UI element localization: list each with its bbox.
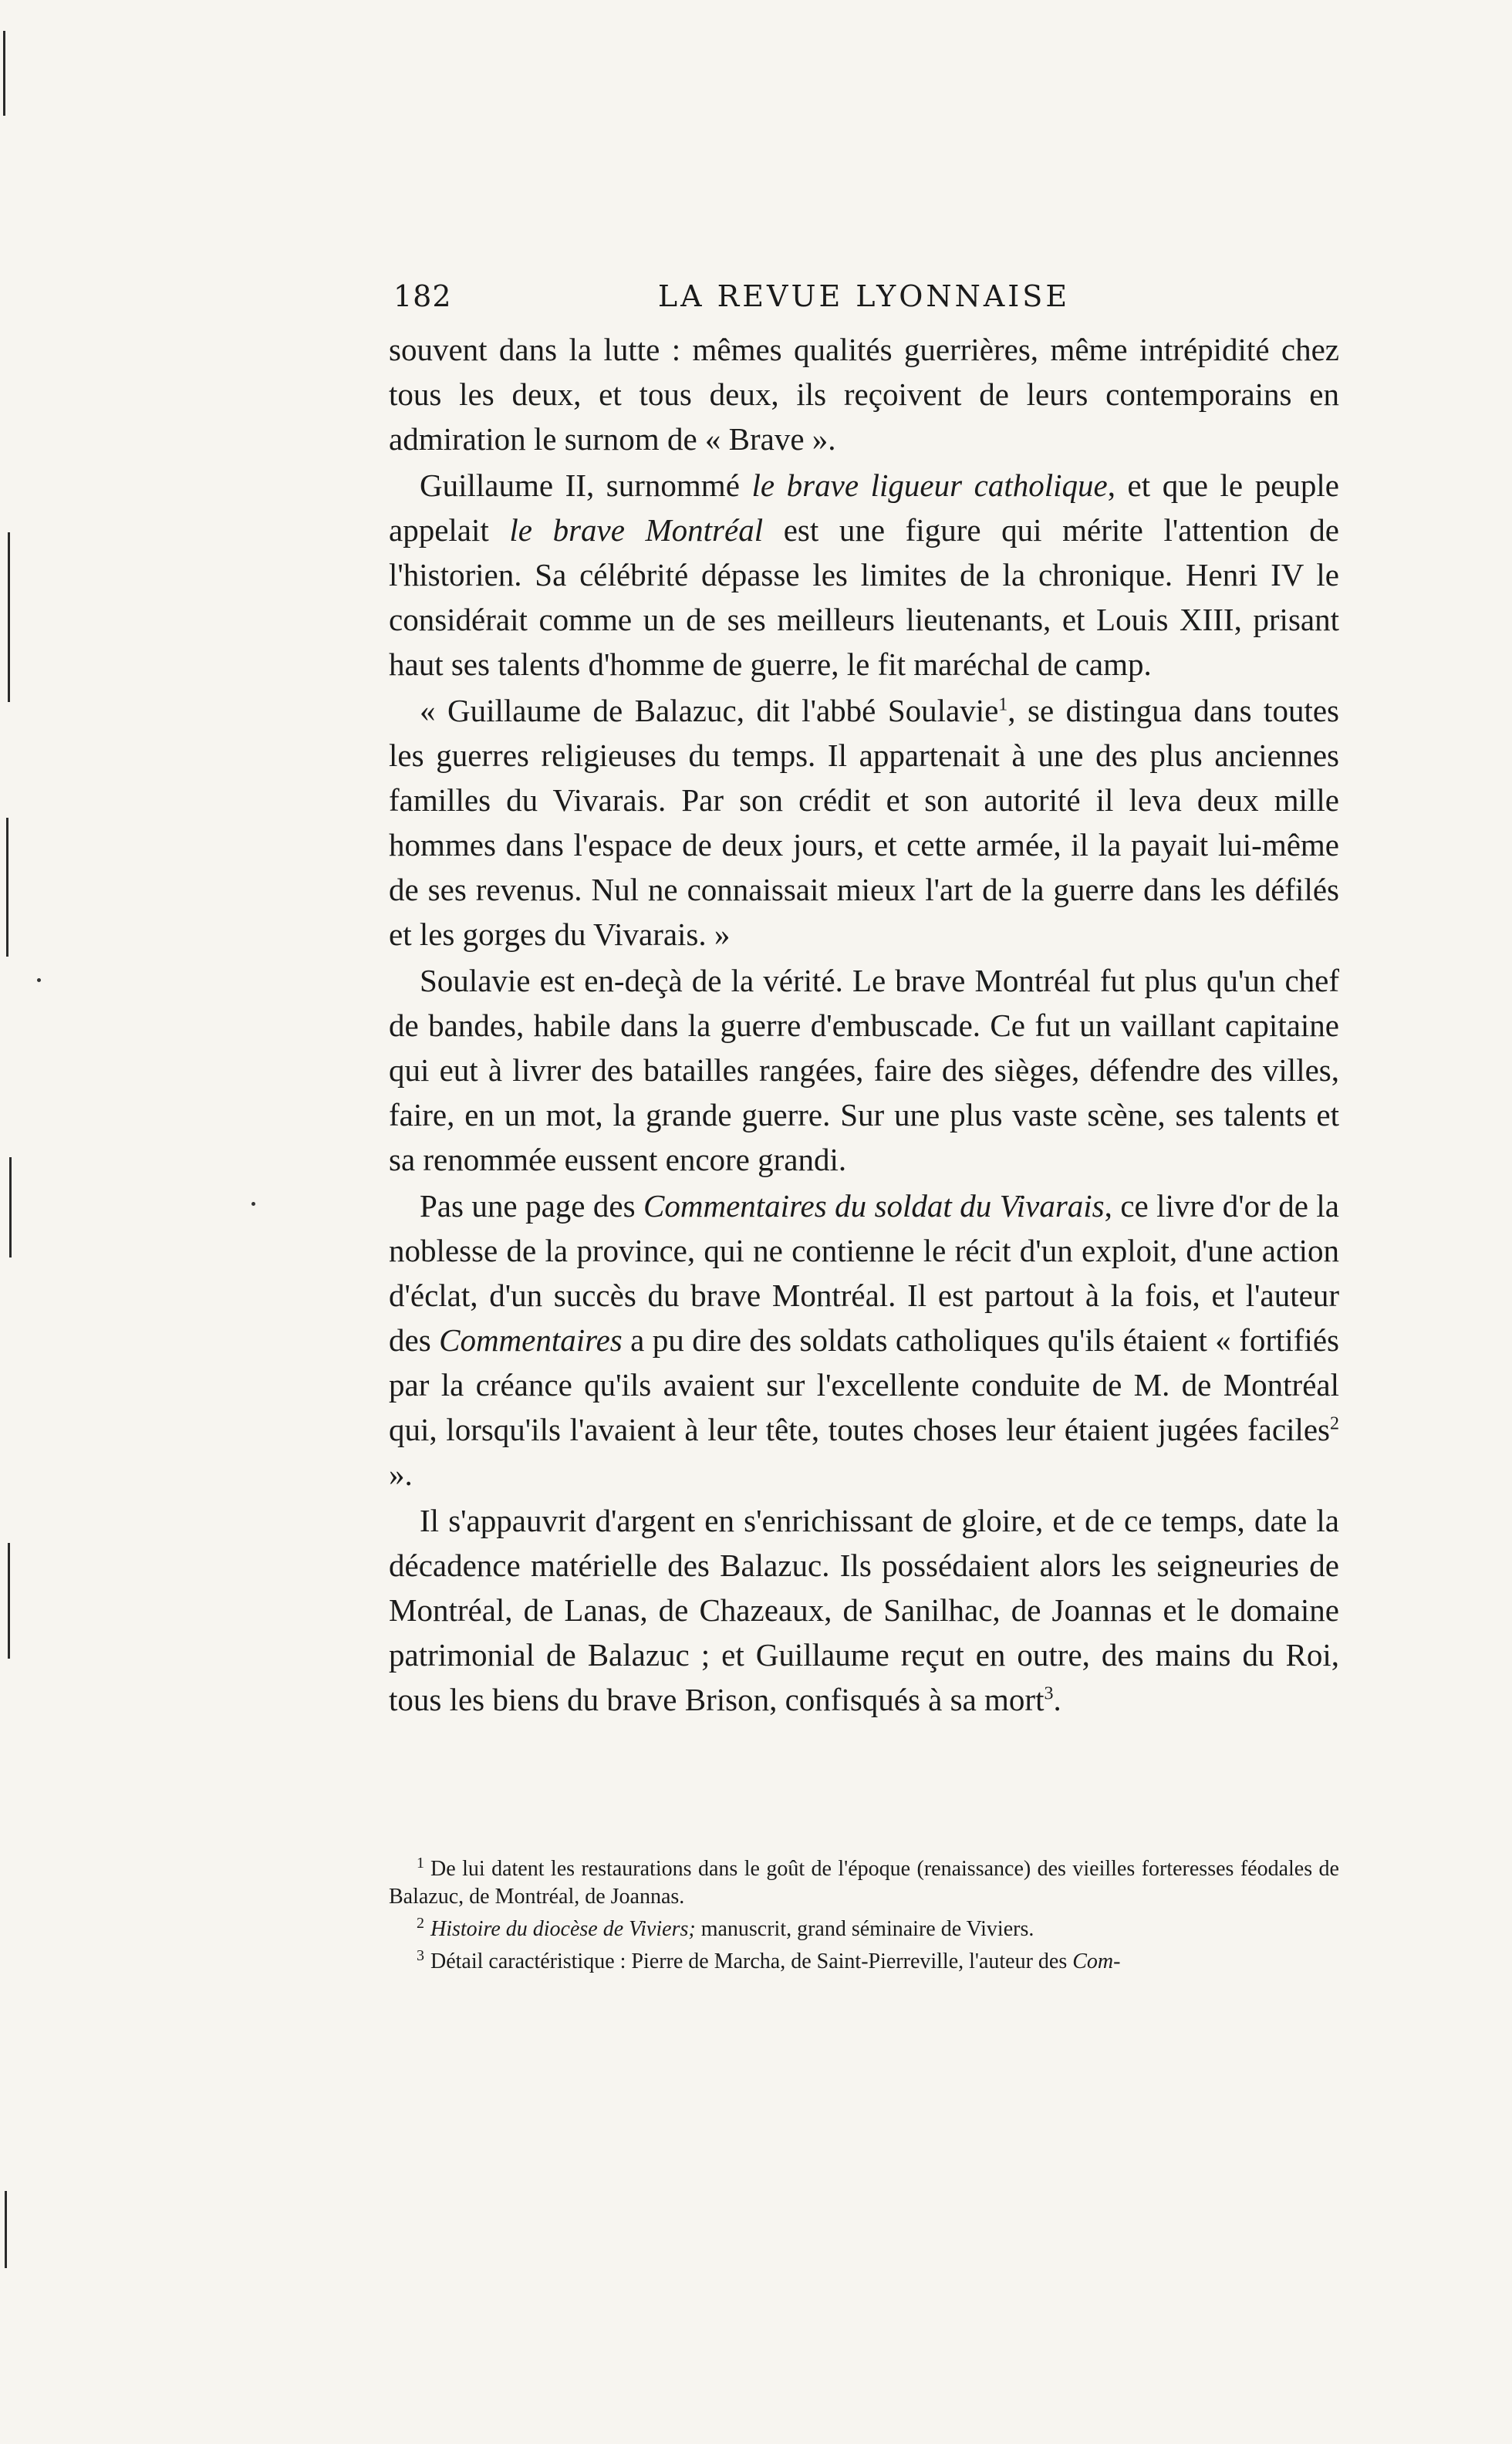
paragraph-text: Il s'appauvrit d'argent en s'enrichissant de gloire, et de ce temps, date la décadence matérielle des Balazuc. Ils possédaient alors les seigneuries de Montréal, de Lanas, de Chazeaux, de Sanilhac, de Joannas et le domaine patrimonial de Balazuc ; et Guillaume reçut en outre, des mains du Roi, tous les biens du brave Brison, confisqués à sa mort <box>389 1503 1339 1717</box>
paragraph-text: , se distingua dans toutes les guerres religieuses du temps. Il appartenait à une des plus anciennes familles du Vivarais. Par son crédit et son autorité il leva deux mille hommes dans l'espace de deux jours, et cette armée, il la payait lui-même de ses revenus. Nul ne connaissait mieux l'art de la guerre dans les défilés et les gorges du Vivarais. » <box>389 693 1339 952</box>
paragraph-2 <box>389 463 1339 687</box>
footnote-text: De lui datent les restaurations dans le goût de l'époque (renaissance) des vieilles forteresses féodales de Balazuc, de Montréal, de Joannas. <box>389 1857 1339 1909</box>
paragraph-text: , ce livre d'or de la noblesse de la province, qui ne contienne le récit d'un exploit, d'une action d'éclat, d'un succès du brave Montréal. Il est partout à la fois, et l'auteur des <box>389 1188 1340 1358</box>
scan-edge-mark <box>9 1157 12 1257</box>
paragraph-text: souvent dans la lutte : mêmes qualités guerrières, même intrépidité chez tous les deux, et tous deux, ils reçoivent de leurs contemporains en admiration le surnom de « Brave ». <box>389 332 1339 457</box>
footnote-number: 1 <box>417 1854 424 1872</box>
footnote-3 <box>389 1948 1339 1976</box>
italic-phrase: Commentaires du soldat du Vivarais <box>643 1188 1105 1224</box>
footnote-1 <box>389 1855 1339 1911</box>
footnote-ref: 3 <box>1044 1683 1054 1704</box>
footnote-number: 2 <box>417 1914 424 1932</box>
scan-edge-mark <box>3 31 5 116</box>
scan-edge-mark <box>5 2191 7 2268</box>
paragraph-6 <box>389 1498 1339 1722</box>
body-text <box>389 327 1339 1722</box>
footnote-text: Détail caractéristique : Pierre de Marcha, de Saint-Pierreville, l'auteur des <box>430 1949 1073 1973</box>
footnote-ref: 2 <box>1330 1413 1339 1434</box>
italic-phrase: Commentaires <box>439 1322 623 1358</box>
paragraph-text: a pu dire des soldats catholiques qu'ils étaient « fortifiés par la créance qu'ils avaient sur l'excellente conduite de M. de Montréal qui, lorsqu'ils l'avaient à leur tête, toutes choses leur étaient jugées faciles <box>389 1322 1339 1447</box>
paragraph-text: , et que le peuple appelait <box>389 468 1339 548</box>
footnote-italic: Com- <box>1072 1949 1121 1973</box>
page-number: 182 <box>393 279 452 313</box>
scan-edge-mark <box>6 818 8 957</box>
paragraph-text: Pas une page des <box>420 1188 644 1224</box>
footnote-ref: 1 <box>998 694 1008 715</box>
footnote-2 <box>389 1916 1339 1943</box>
paragraph-5 <box>389 1183 1339 1497</box>
paragraph-text: ». <box>389 1457 413 1492</box>
paragraph-text: Soulavie est en-deçà de la vérité. Le brave Montréal fut plus qu'un chef de bandes, habile dans la guerre d'embuscade. Ce fut un vaillant capitaine qui eut à livrer des batailles rangées, faire des sièges, défendre des villes, faire, en un mot, la grande guerre. Sur une plus vaste scène, ses talents et sa renommée eussent encore grandi. <box>389 963 1339 1177</box>
paragraph-1 <box>389 327 1339 461</box>
scan-edge-mark <box>8 532 10 702</box>
footnote-number: 3 <box>417 1946 424 1964</box>
footnote-text: manuscrit, grand séminaire de Viviers. <box>695 1917 1034 1941</box>
paragraph-4 <box>389 958 1339 1182</box>
scan-edge-mark <box>8 1543 10 1659</box>
scan-dot <box>251 1202 255 1206</box>
paragraph-text: Guillaume II, surnommé <box>420 468 752 503</box>
scan-dot <box>37 978 41 982</box>
paragraph-text: est une figure qui mérite l'attention de l'historien. Sa célébrité dépasse les limites de la chronique. Henri IV le considérait comme un de ses meilleurs lieutenants, et Louis XIII, prisant haut ses talents d'homme de guerre, le fit maréchal de camp. <box>389 512 1339 682</box>
page-header <box>393 279 1335 318</box>
paragraph-3 <box>389 688 1339 957</box>
paragraph-text: « Guillaume de Balazuc, dit l'abbé Soulavie <box>420 693 999 728</box>
paragraph-text: . <box>1053 1682 1061 1717</box>
footnote-italic: Histoire du diocèse de Viviers; <box>430 1917 696 1941</box>
italic-phrase: le brave Montréal <box>509 512 764 548</box>
footnotes <box>389 1855 1339 1980</box>
italic-phrase: le brave ligueur catholique <box>751 468 1108 503</box>
running-title: LA REVUE LYONNAISE <box>657 279 1071 313</box>
